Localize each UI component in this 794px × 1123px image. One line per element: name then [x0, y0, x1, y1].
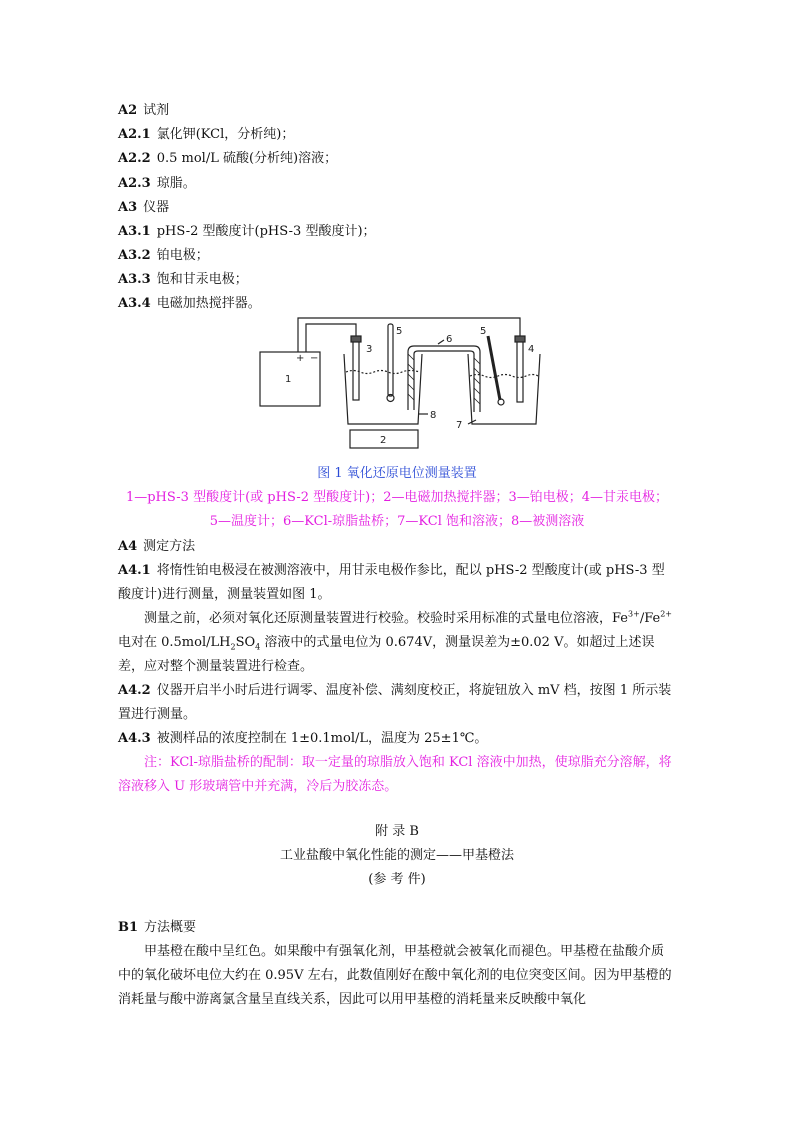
- left-liquid-level: [346, 371, 420, 374]
- note-salt-bridge: 注：KCl-琼脂盐桥的配制：取一定量的琼脂放入饱和 KCl 溶液中加热，使琼脂充分溶解，将溶液移入 U 形玻璃管中并充满，冷后为胶冻态。: [118, 755, 672, 794]
- thermometer-right: [488, 336, 500, 400]
- item-a3-3: A3.3 饱和甘汞电极；: [118, 272, 248, 287]
- left-beaker: [344, 354, 422, 424]
- leader-line-6: [438, 340, 444, 344]
- label-5-left: 5: [396, 326, 403, 337]
- wire-to-calomel: [298, 318, 520, 352]
- section-b1-heading: B1 方法概要: [118, 920, 197, 935]
- item-a2-3: A2.3 琼脂。: [118, 176, 196, 191]
- right-beaker: [468, 354, 540, 424]
- thermometer-right-bulb: [498, 399, 504, 405]
- section-a3-heading: A3 仪器: [118, 200, 170, 215]
- appendix-b-title: 附 录 B: [375, 824, 419, 839]
- label-7: 7: [456, 420, 463, 431]
- item-a3-1: A3.1 pHS-2 型酸度计(pHS-3 型酸度计)；: [118, 224, 376, 239]
- appendix-b-subtitle: 工业盐酸中氧化性能的测定——甲基橙法: [279, 848, 514, 863]
- item-a2-2: A2.2 0.5 mol/L 硫酸(分析纯)溶液；: [118, 151, 338, 166]
- figure-legend-line-1: 1—pHS-3 型酸度计(或 pHS-2 型酸度计)；2—电磁加热搅拌器；3—铂电极；4—甘汞电极；: [125, 490, 669, 505]
- appendix-b-reference: (参 考 件): [368, 872, 426, 887]
- item-a3-4: A3.4 电磁加热搅拌器。: [118, 296, 261, 311]
- thermometer-left: [388, 324, 393, 396]
- label-minus: −: [310, 353, 319, 364]
- item-a3-2: A3.2 铂电极；: [118, 248, 209, 263]
- label-3: 3: [366, 344, 373, 355]
- wire-to-platinum: [306, 324, 356, 352]
- section-a4-heading: A4 测定方法: [118, 539, 196, 554]
- paragraph-a4-3: A4.3 被测样品的浓度控制在 1±0.1mol/L，温度为 25±1℃。: [118, 731, 488, 746]
- paragraph-a4-2: A4.2 仪器开启半小时后进行调零、温度补偿、满刻度校正，将旋钮放入 mV 档，按图 1 所示装置进行测量。: [118, 683, 672, 722]
- label-plus: +: [296, 353, 305, 364]
- salt-bridge-inner: [414, 351, 474, 412]
- paragraph-calibration: 测量之前，必须对氧化还原测量装置进行校验。校验时采用标准的式量电位溶液，$Fe^{3+}/Fe^{2+}$ 电对在 $0.5mol/LH_2SO_4$ 溶液中的式量电位为 0.674V，测量误差为±0.02 V。如超过上述误差，应对整个测量装置进行检查。: [118, 609, 672, 674]
- label-1: 1: [285, 374, 292, 385]
- figure-legend-line-2: 5—温度计；6—KCl-琼脂盐桥；7—KCl 饱和溶液；8—被测溶液: [209, 514, 585, 529]
- calomel-electrode-cap: [515, 336, 525, 342]
- section-a2-heading: A2 试剂: [118, 103, 170, 118]
- paragraph-a4-1: A4.1 将惰性铂电极浸在被测溶液中，用甘汞电极作参比，配以 pHS-2 型酸度计(或 pHS-3 型酸度计)进行测量，测量装置如图 1。: [118, 563, 665, 602]
- label-4: 4: [528, 344, 535, 355]
- label-5-right: 5: [480, 326, 487, 337]
- calomel-electrode: [517, 340, 523, 402]
- redox-apparatus-diagram: [258, 314, 544, 454]
- item-a2-1: A2.1 氯化钾(KCl，分析纯)；: [118, 127, 295, 142]
- label-6: 6: [446, 334, 453, 345]
- platinum-electrode-cap: [351, 336, 361, 342]
- paragraph-b1-body: 甲基橙在酸中呈红色。如果酸中有强氧化剂，甲基橙就会被氧化而褪色。甲基橙在盐酸介质中的氧化破坏电位大约在 0.95V 左右，此数值刚好在酸中氧化剂的电位突变区间。因为甲基橙的消耗量与酸中游离氯含量呈直线关系，因此可以用甲基橙的消耗量来反映酸中氧化: [118, 944, 672, 1007]
- label-2: 2: [380, 435, 387, 446]
- label-8: 8: [430, 410, 437, 421]
- figure-caption: 图 1 氧化还原电位测量装置: [317, 466, 477, 481]
